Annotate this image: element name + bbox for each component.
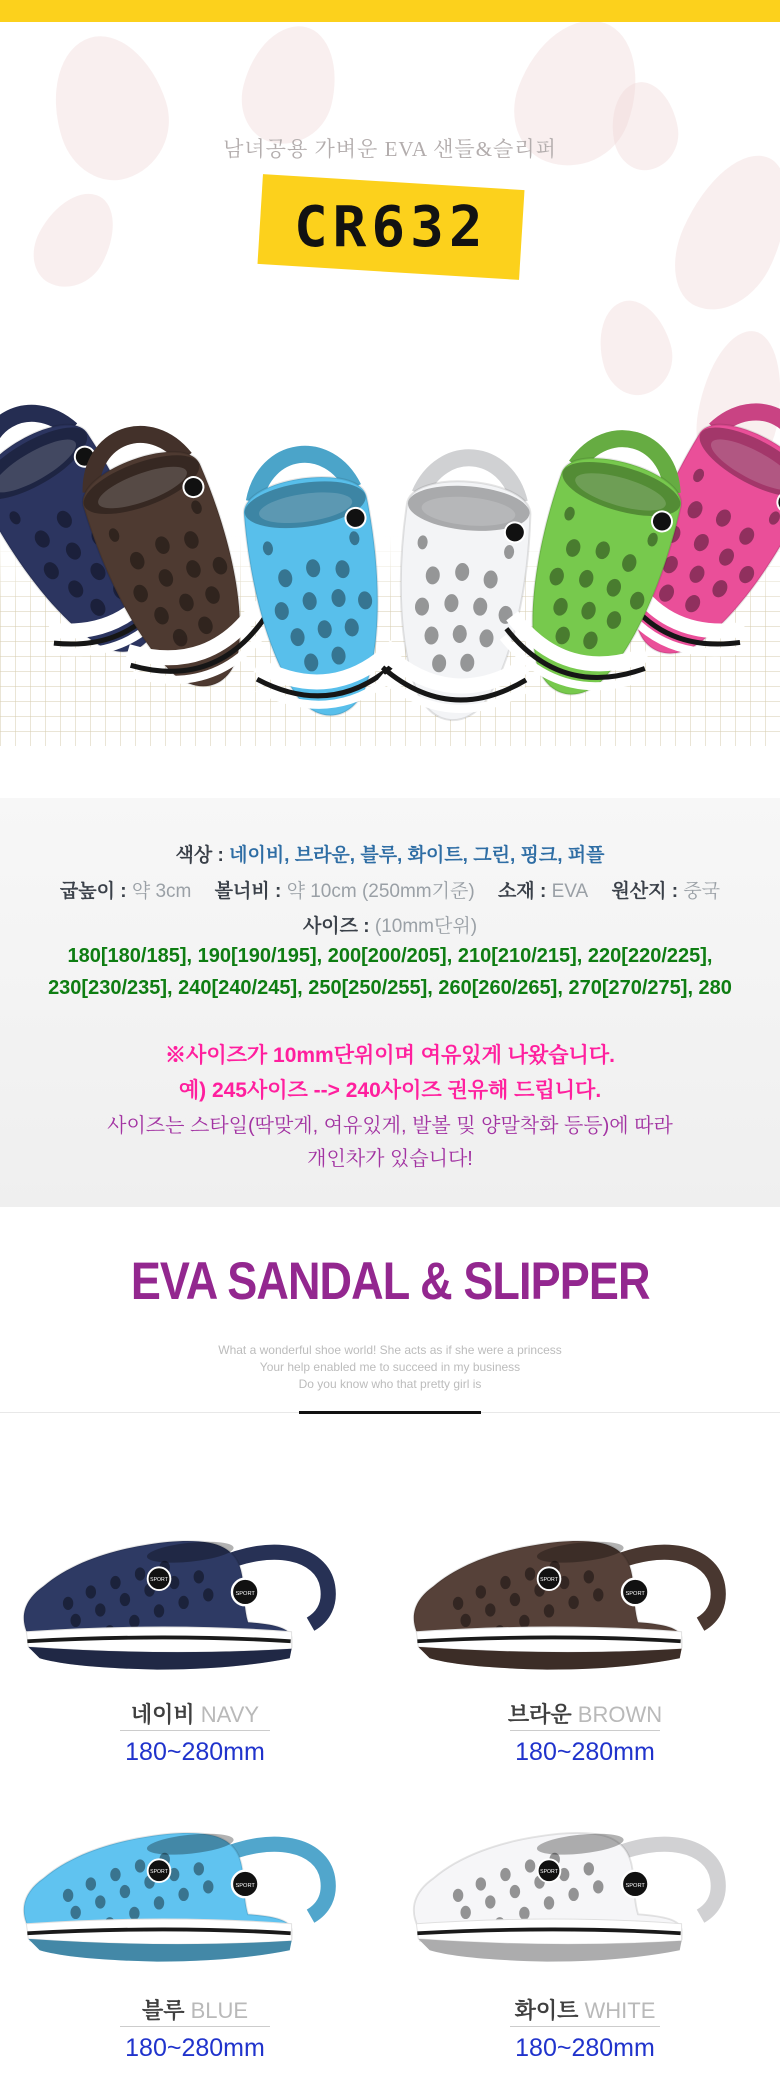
product-photo-brown — [405, 1520, 765, 1686]
size-label: 사이즈 : — [302, 916, 370, 937]
top-accent-bar — [0, 0, 780, 22]
product-label-blue: 블루 BLUE — [141, 1998, 249, 2023]
spec-heel-height: 굽높이 : 약 3cm — [59, 881, 192, 902]
product-label-brown: 브라운 BROWN — [507, 1702, 663, 1727]
product-photo-navy — [15, 1520, 375, 1686]
label-underline — [120, 2026, 270, 2027]
product-photo-blue — [15, 1812, 375, 1978]
spec-material: 소재 : EVA — [497, 881, 589, 902]
spec-size-row — [0, 911, 780, 938]
fit-note-line2: 개인차가 있습니다! — [307, 1148, 473, 1170]
banner-title: EVA SANDAL & SLIPPER — [130, 1251, 650, 1311]
banner-sub-line2: Your help enabled me to succeed in my business — [259, 1360, 521, 1374]
hero-product-photo — [0, 278, 780, 746]
spec-section — [0, 798, 780, 1207]
product-size-brown: 180~280mm — [515, 1738, 655, 1766]
model-code-text: CR632 — [294, 194, 488, 260]
label-underline — [510, 2026, 660, 2027]
fit-note-line1: 사이즈는 스타일(딱맞게, 여유있게, 발볼 및 양말착화 등등)에 따라 — [107, 1115, 673, 1137]
product-size-blue: 180~280mm — [125, 2034, 265, 2062]
label-underline — [510, 1730, 660, 1731]
spec-origin: 원산지 : 중국 — [611, 881, 721, 902]
banner-subtext — [0, 1342, 780, 1393]
colors-value: 네이비, 브라운, 블루, 화이트, 그린, 핑크, 퍼플 — [229, 845, 605, 866]
product-photo-white — [405, 1812, 765, 1978]
section-divider — [0, 1412, 780, 1413]
banner-sub-line3: Do you know who that pretty girl is — [298, 1377, 482, 1391]
product-label-white: 화이트 WHITE — [514, 1998, 656, 2023]
product-size-navy: 180~280mm — [125, 1738, 265, 1766]
petal-decoration — [35, 22, 184, 194]
spec-width: 볼너비 : 약 10cm (250mm기준) — [214, 881, 475, 902]
size-notice-line1: ※사이즈가 10mm단위이며 여유있게 나왔습니다. — [165, 1044, 615, 1067]
spec-colors-row — [0, 840, 780, 867]
spec-attributes-row — [0, 876, 780, 903]
size-unit: (10mm단위) — [374, 916, 478, 937]
product-label-navy: 네이비 NAVY — [130, 1702, 260, 1727]
size-notice-line2: 예) 245사이즈 --> 240사이즈 권유해 드립니다. — [178, 1079, 602, 1102]
label-underline — [120, 1730, 270, 1731]
colors-label: 색상 : — [175, 845, 224, 866]
product-size-white: 180~280mm — [515, 2034, 655, 2062]
banner-sub-line1: What a wonderful shoe world! She acts as if she were a princess — [218, 1343, 562, 1357]
size-list-line1: 180[180/185], 190[190/195], 200[200/205], 210[210/215], 220[220/225], — [67, 945, 713, 967]
divider-accent-segment — [299, 1411, 481, 1414]
product-tagline: 남녀공용 가벼운 EVA 샌들&슬리퍼 — [223, 137, 557, 161]
size-list-line2: 230[230/235], 240[240/245], 250[250/255], 260[260/265], 270[270/275], 280 — [48, 977, 732, 999]
model-code-badge — [257, 174, 524, 280]
